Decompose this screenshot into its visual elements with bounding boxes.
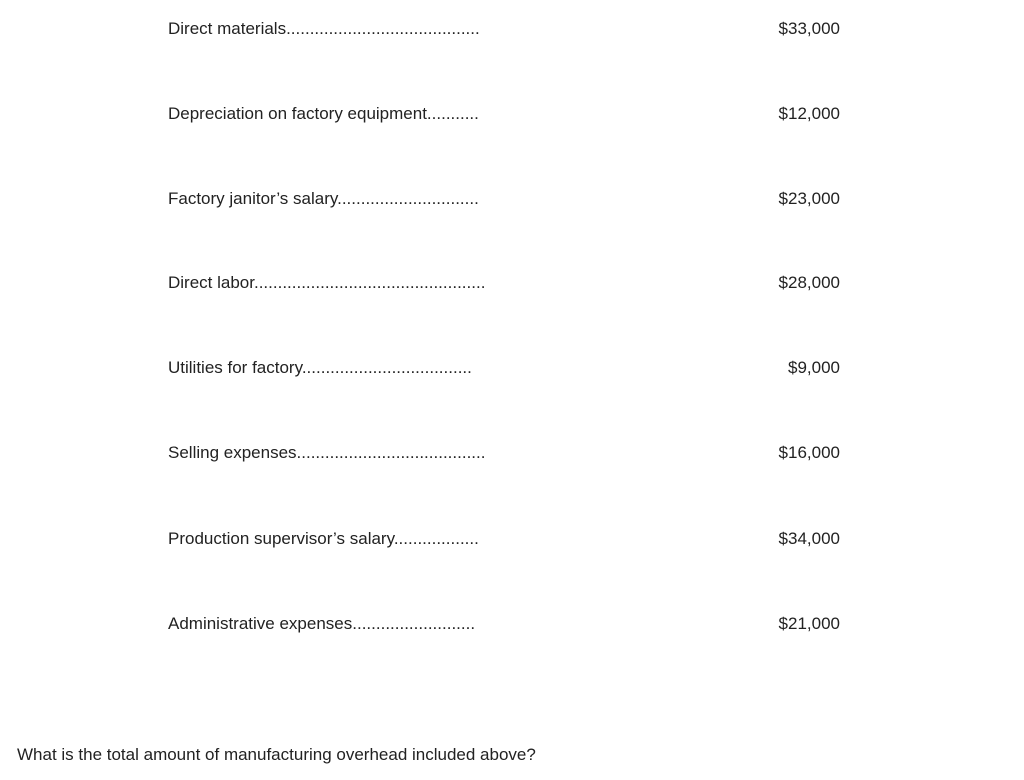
cost-row-administrative-expenses (0, 612, 1024, 636)
cost-amount: $21,000 (778, 614, 840, 633)
cost-label: Production supervisor’s salary.................. (168, 529, 479, 548)
cost-label: Administrative expenses.......................... (168, 614, 476, 633)
cost-label: Depreciation on factory equipment........... (168, 104, 479, 123)
cost-label: Utilities for factory.................................... (168, 358, 472, 377)
cost-amount: $16,000 (778, 443, 840, 462)
cost-row-selling-expenses (0, 441, 1024, 465)
cost-row-janitor-salary (0, 187, 1024, 211)
cost-amount: $12,000 (778, 104, 840, 123)
cost-amount: $33,000 (778, 19, 840, 38)
cost-amount: $23,000 (778, 189, 840, 208)
question-text: What is the total amount of manufacturing overhead included above? (17, 745, 536, 764)
cost-row-supervisor-salary (0, 527, 1024, 551)
cost-row-depreciation (0, 102, 1024, 126)
cost-amount: $9,000 (788, 358, 840, 377)
cost-label: Factory janitor’s salary.............................. (168, 189, 479, 208)
cost-row-direct-labor (0, 271, 1024, 295)
cost-row-direct-materials (0, 17, 1024, 41)
cost-amount: $34,000 (778, 529, 840, 548)
cost-label: Direct materials......................................... (168, 19, 480, 38)
cost-row-utilities (0, 356, 1024, 380)
cost-label: Direct labor................................................. (168, 273, 486, 292)
cost-amount: $28,000 (778, 273, 840, 292)
cost-label: Selling expenses........................................ (168, 443, 486, 462)
